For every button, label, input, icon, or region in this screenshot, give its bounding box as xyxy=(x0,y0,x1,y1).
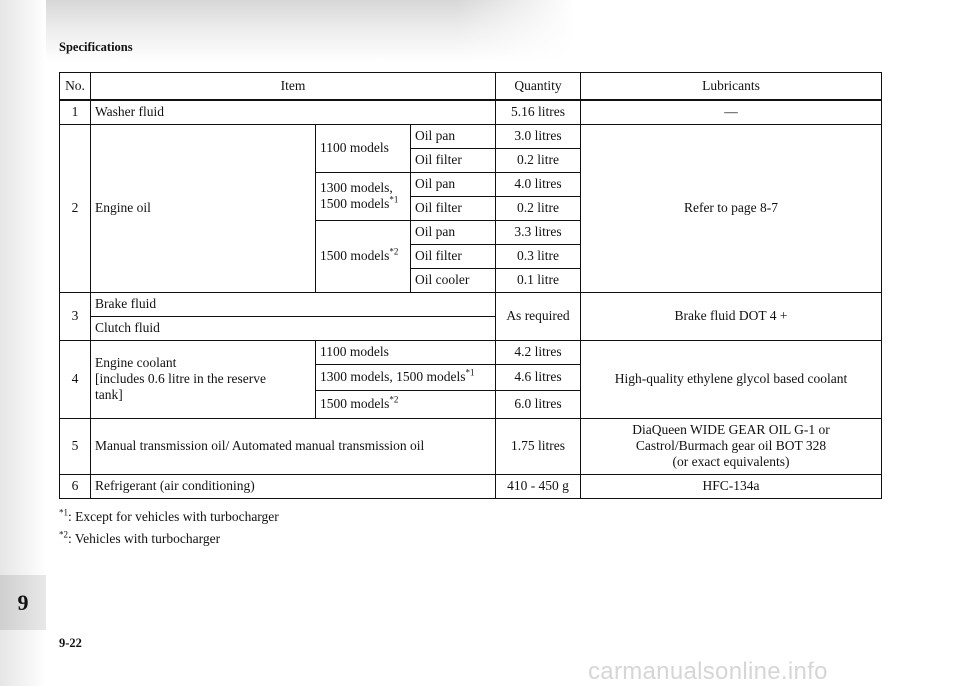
row4-sub3-label xyxy=(316,390,496,418)
table-row xyxy=(60,292,882,316)
row2-item: Engine oil xyxy=(91,124,316,292)
row6-item: Refrigerant (air conditioning) xyxy=(91,474,496,498)
row4-lubricant: High-quality ethylene glycol based coolant xyxy=(581,340,882,418)
row5-no: 5 xyxy=(60,418,91,474)
footnote-2 xyxy=(59,531,220,547)
footnote-ref: *2 xyxy=(389,394,399,405)
row5-lubricant-line3: (or exact equivalents) xyxy=(672,454,790,469)
row4-sub2-qty: 4.6 litres xyxy=(496,364,581,390)
row2-1500-label-text: 1500 models xyxy=(320,248,390,263)
row2-no: 2 xyxy=(60,124,91,292)
row5-item: Manual transmission oil/ Automated manual transmission oil xyxy=(91,418,496,474)
header-item: Item xyxy=(91,73,496,101)
table-row xyxy=(60,124,882,148)
row5-lubricant-line2: Castrol/Burmach gear oil BOT 328 xyxy=(635,438,827,453)
table-row xyxy=(60,474,882,498)
row6-quantity: 410 - 450 g xyxy=(496,474,581,498)
row4-item-line1: Engine coolant xyxy=(95,355,177,370)
row4-item-line3: tank] xyxy=(95,387,123,402)
running-head: Specifications xyxy=(59,40,133,54)
footnote-ref: *1 xyxy=(465,367,475,378)
row3-no: 3 xyxy=(60,292,91,340)
row3-quantity: As required xyxy=(496,292,581,340)
page-number: 9-22 xyxy=(59,636,82,650)
footnote-1-text: : Except for vehicles with turbocharger xyxy=(68,509,279,524)
row2-1100-oil-pan: Oil pan xyxy=(411,124,496,148)
row2-1500-oil-pan: Oil pan xyxy=(411,220,496,244)
row2-lubricant: Refer to page 8-7 xyxy=(581,124,882,292)
row4-sub2-label-text: 1300 models, 1500 models xyxy=(320,369,466,384)
row2-1500-oil-pan-qty: 3.3 litres xyxy=(496,220,581,244)
header-quantity: Quantity xyxy=(496,73,581,101)
row2-1300-label xyxy=(316,172,411,220)
table-row xyxy=(60,100,882,124)
row6-no: 6 xyxy=(60,474,91,498)
row5-lubricant-line1: DiaQueen WIDE GEAR OIL G-1 or xyxy=(632,422,830,437)
row3-item-brake: Brake fluid xyxy=(91,292,496,316)
row3-lubricant: Brake fluid DOT 4 + xyxy=(581,292,882,340)
footnote-2-mark: *2 xyxy=(59,529,68,540)
row2-1300-label-line1: 1300 models, xyxy=(320,180,393,195)
row2-1100-oil-filter-qty: 0.2 litre xyxy=(496,148,581,172)
footnote-ref: *2 xyxy=(389,246,399,257)
row1-lubricant: — xyxy=(581,100,882,124)
row2-1300-oil-pan-qty: 4.0 litres xyxy=(496,172,581,196)
row5-quantity: 1.75 litres xyxy=(496,418,581,474)
row4-sub1-label: 1100 models xyxy=(316,340,496,364)
row2-1500-oil-cooler-qty: 0.1 litre xyxy=(496,268,581,292)
chapter-tab: 9 xyxy=(0,575,46,630)
row2-1500-oil-filter: Oil filter xyxy=(411,244,496,268)
footnote-2-text: : Vehicles with turbocharger xyxy=(68,531,221,546)
row2-1500-oil-cooler: Oil cooler xyxy=(411,268,496,292)
specifications-table xyxy=(59,72,882,499)
row1-quantity: 5.16 litres xyxy=(496,100,581,124)
row5-lubricant xyxy=(581,418,882,474)
header-lubricants: Lubricants xyxy=(581,73,882,101)
row3-item-clutch: Clutch fluid xyxy=(91,316,496,340)
footnote-1-mark: *1 xyxy=(59,507,68,518)
row2-1500-label xyxy=(316,220,411,292)
row2-1300-oil-filter-qty: 0.2 litre xyxy=(496,196,581,220)
row1-item: Washer fluid xyxy=(91,100,496,124)
table-row xyxy=(60,418,882,474)
row2-1100-label: 1100 models xyxy=(316,124,411,172)
table-row xyxy=(60,340,882,364)
row4-sub1-qty: 4.2 litres xyxy=(496,340,581,364)
header-no: No. xyxy=(60,73,91,101)
table-header-row xyxy=(60,73,882,101)
row6-lubricant: HFC-134a xyxy=(581,474,882,498)
footnote-ref: *1 xyxy=(389,194,399,205)
row2-1300-oil-pan: Oil pan xyxy=(411,172,496,196)
row1-no: 1 xyxy=(60,100,91,124)
row4-item xyxy=(91,340,316,418)
row4-sub2-label xyxy=(316,364,496,390)
row4-sub3-qty: 6.0 litres xyxy=(496,390,581,418)
row2-1100-oil-pan-qty: 3.0 litres xyxy=(496,124,581,148)
footnote-1 xyxy=(59,509,279,525)
row4-no: 4 xyxy=(60,340,91,418)
row4-sub3-label-text: 1500 models xyxy=(320,396,390,411)
row2-1500-oil-filter-qty: 0.3 litre xyxy=(496,244,581,268)
row2-1100-oil-filter: Oil filter xyxy=(411,148,496,172)
row4-item-line2: [includes 0.6 litre in the reserve xyxy=(95,371,266,386)
row2-1300-oil-filter: Oil filter xyxy=(411,196,496,220)
row2-1300-label-line2: 1500 models xyxy=(320,196,390,211)
watermark: carmanualsonline.info xyxy=(588,658,828,685)
